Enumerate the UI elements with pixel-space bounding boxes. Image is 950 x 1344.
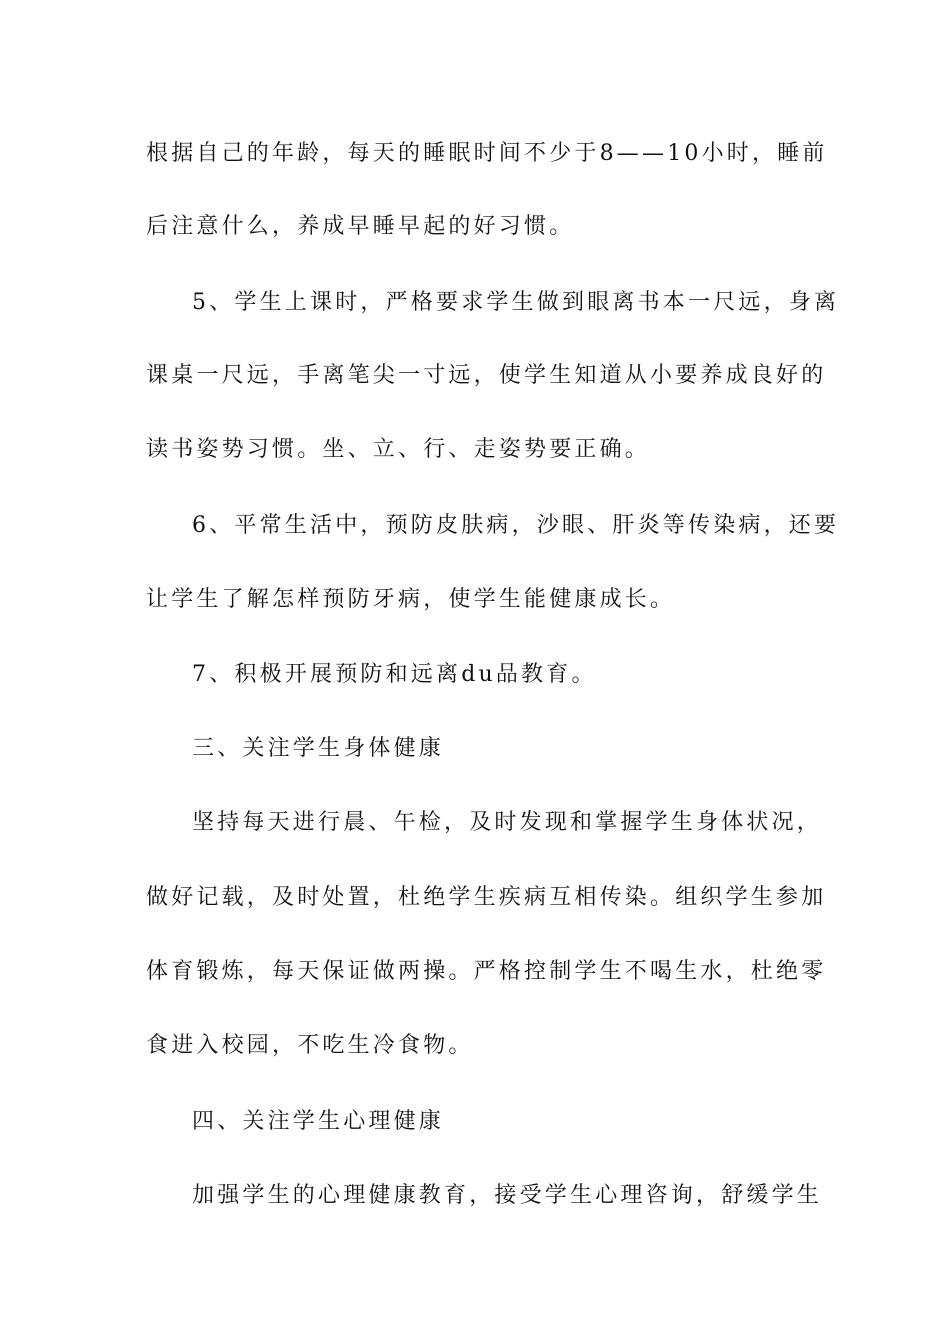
text-line: 7、积极开展预防和远离du品教育。 (192, 662, 597, 687)
text-line: 后注意什么，养成早睡早起的好习惯。 (146, 214, 575, 239)
text-line: 体育锻炼，每天保证做两操。严格控制学生不喝生水，杜绝零 (146, 959, 827, 984)
text-line: 6、平常生活中，预防皮肤病，沙眼、肝炎等传染病，还要 (192, 513, 840, 538)
section-heading: 三、关注学生身体健康 (192, 736, 445, 761)
text-line: 根据自己的年龄，每天的睡眠时间不少于8——10小时，睡前 (146, 141, 828, 166)
section-heading: 四、关注学生心理健康 (192, 1109, 445, 1134)
text-line: 食进入校园，不吃生冷食物。 (146, 1033, 474, 1058)
text-line: 做好记载，及时处置，杜绝学生疾病互相传染。组织学生参加 (146, 885, 827, 910)
text-line: 课桌一尺远，手离笔尖一寸远，使学生知道从小要养成良好的 (146, 363, 827, 388)
text-line: 坚持每天进行晨、午检，及时发现和掌握学生身体状况， (192, 810, 823, 835)
text-line: 5、学生上课时，严格要求学生做到眼离书本一尺远，身离 (192, 290, 840, 315)
text-line: 让学生了解怎样预防牙病，使学生能健康成长。 (146, 587, 676, 612)
text-line: 加强学生的心理健康教育，接受学生心理咨询，舒缓学生 (192, 1183, 823, 1208)
text-line: 读书姿势习惯。坐、立、行、走姿势要正确。 (146, 437, 651, 462)
